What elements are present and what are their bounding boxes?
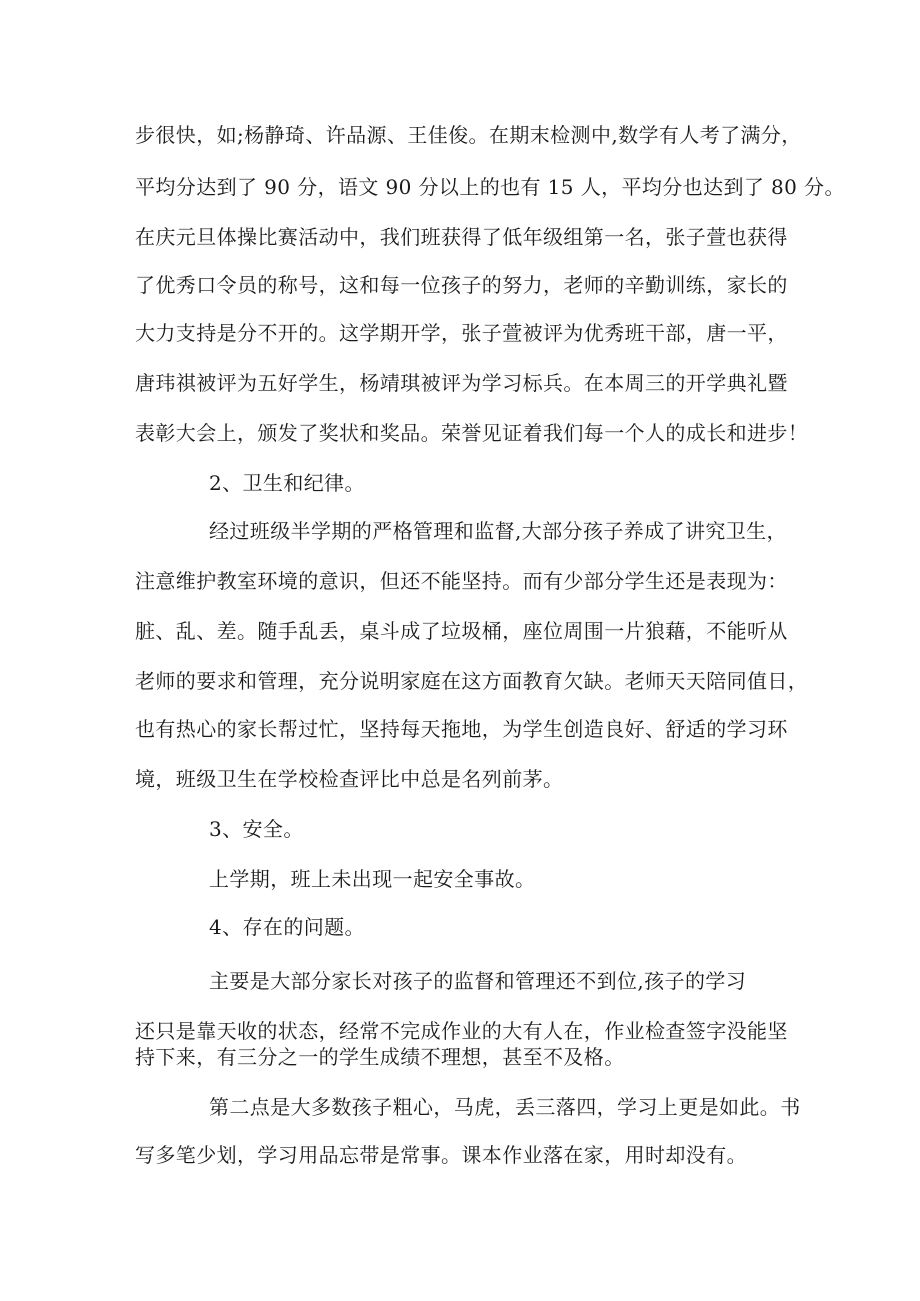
section-heading-safety: 3、安全。 <box>209 817 304 841</box>
paragraph-line: 在庆元旦体操比赛活动中，我们班获得了低年级组第一名，张子萱也获得 <box>135 225 788 249</box>
paragraph-line: 脏、乱、差。随手乱丢，桌斗成了垃圾桶，座位周围一片狼藉，不能听从 <box>135 619 788 643</box>
paragraph-line: 大力支持是分不开的。这学期开学，张子萱被评为优秀班干部，唐一平， <box>135 321 788 345</box>
paragraph-line: 表彰大会上，颁发了奖状和奖品。荣誉见证着我们每一个人的成长和进步！ <box>135 421 809 445</box>
paragraph-line: 主要是大部分家长对孩子的监督和管理还不到位,孩子的学习 <box>209 969 747 993</box>
paragraph-line: 步很快，如;杨静琦、许品源、王佳俊。在期末检测中,数学有人考了满分， <box>135 123 802 147</box>
paragraph-line: 老师的要求和管理，充分说明家庭在这方面教育欠缺。老师天天陪同值日， <box>135 669 809 693</box>
paragraph-line: 了优秀口令员的称号，这和每一位孩子的努力，老师的辛勤训练，家长的 <box>135 273 788 297</box>
paragraph-line: 写多笔少划，学习用品忘带是常事。课本作业落在家，用时却没有。 <box>135 1143 747 1167</box>
paragraph-line: 平均分达到了 90 分，语文 90 分以上的也有 15 人，平均分也达到了 80 分。 <box>135 175 845 199</box>
paragraph-line: 唐玮祺被评为五好学生，杨靖琪被评为学习标兵。在本周三的开学典礼暨 <box>135 371 788 395</box>
paragraph-line: 也有热心的家长帮过忙，坚持每天拖地，为学生创造良好、舒适的学习环 <box>135 717 788 741</box>
paragraph-line: 境，班级卫生在学校检查评比中总是名列前茅。 <box>135 767 564 791</box>
section-heading-hygiene: 2、卫生和纪律。 <box>209 471 365 495</box>
section-heading-problems: 4、存在的问题。 <box>209 915 365 939</box>
paragraph-line: 上学期，班上未出现一起安全事故。 <box>209 867 536 891</box>
paragraph-line: 第二点是大多数孩子粗心，马虎，丢三落四，学习上更是如此。书 <box>209 1095 801 1119</box>
paragraph-line: 持下来，有三分之一的学生成绩不理想，甚至不及格。 <box>135 1045 625 1069</box>
paragraph-line: 还只是靠天收的状态，经常不完成作业的大有人在，作业检查签字没能坚 <box>135 1019 788 1043</box>
paragraph-line: 注意维护教室环境的意识，但还不能坚持。而有少部分学生还是表现为： <box>135 569 788 593</box>
paragraph-line: 经过班级半学期的严格管理和监督,大部分孩子养成了讲究卫生， <box>209 519 787 543</box>
